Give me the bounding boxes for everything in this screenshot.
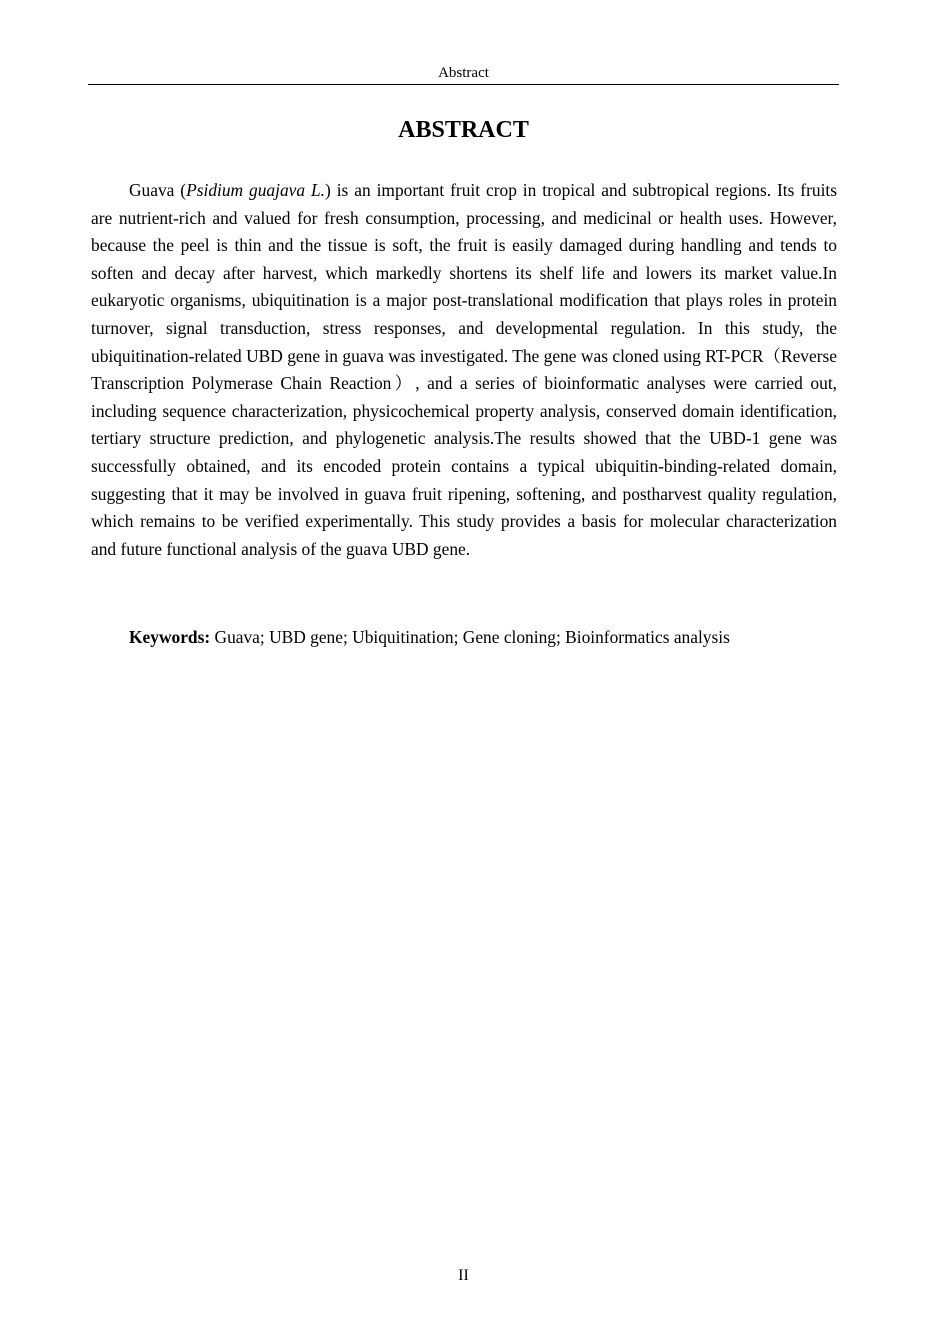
abstract-paragraph xyxy=(91,177,837,563)
keywords-line xyxy=(91,624,837,652)
header-divider xyxy=(88,84,839,85)
running-header: Abstract xyxy=(438,65,489,81)
abstract-text: ) is an important fruit crop in tropical and subtropical regions. Its fruits are nutrient-rich and valued for fresh consumption, processing, and medicinal or health uses. However, because the peel is thin and the tissue is soft, the fruit is easily damaged during handling and tends to soften and decay after harvest, which markedly shortens its shelf life and lowers its market value.In eukaryotic organisms, ubiquitination is a major post-translational modification that plays roles in protein turnover, signal transduction, stress responses, and developmental regulation. In this study, the ubiquitination-related UBD gene in guava was investigated. The gene was cloned using RT-PCR（Reverse Transcription Polymerase Chain Reaction）, and a series of bioinformatic analyses were carried out, including sequence characterization, physicochemical property analysis, conserved domain identification, tertiary structure prediction, and phylogenetic analysis.The results showed that the UBD-1 gene was successfully obtained, and its encoded protein contains a typical ubiquitin-binding-related domain, suggesting that it may be involved in guava fruit ripening, softening, and postharvest quality regulation, which remains to be verified experimentally. This study provides a basis for molecular characterization and future functional analysis of the guava UBD gene. xyxy=(91,180,838,559)
keywords-label: Keywords: xyxy=(129,627,211,647)
page-title: ABSTRACT xyxy=(398,117,529,143)
keywords-value: Guava; UBD gene; Ubiquitination; Gene cloning; Bioinformatics analysis xyxy=(214,627,730,647)
species-name: Psidium guajava L. xyxy=(186,180,326,200)
page-number: II xyxy=(458,1267,469,1284)
abstract-lead: Guava ( xyxy=(129,180,187,200)
